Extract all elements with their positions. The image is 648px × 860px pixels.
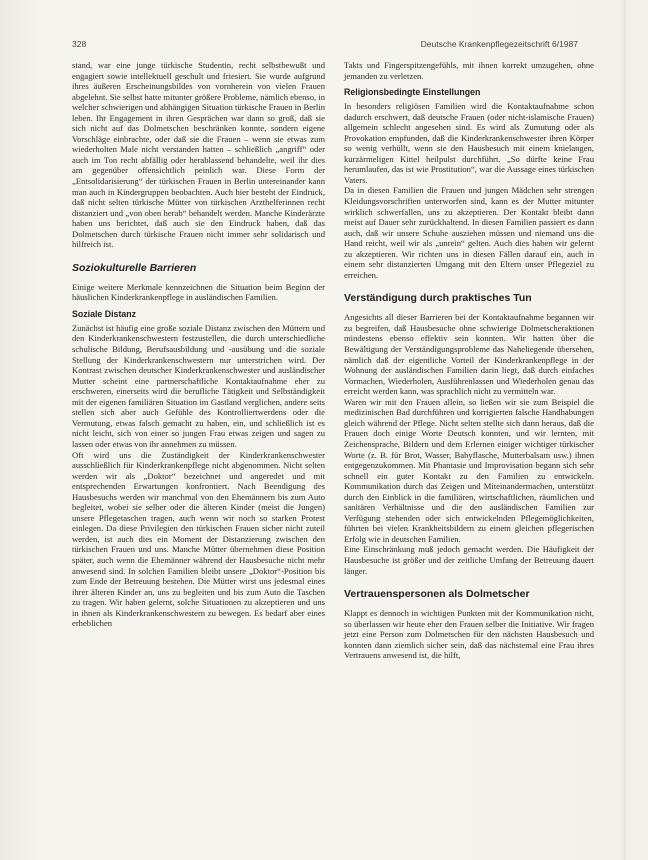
page-header [72, 39, 578, 53]
paragraph: Zunächst ist häufig eine große soziale Distanz zwischen den Müttern und den Kinderkrankenschwestern festzustellen, die durch unterschiedliche schulische Bildung, Berufsausbildung und -ausübung und die soziale Stellung der Kinderkrankenschwestern nur unterstrichen wird. Der Kontrast zwischen deutscher Kinderkrankenschwester und ausländischer Mutter scheint eine partnerschaftliche Kontaktaufnahme eher zu erschweren, einerseits wird die berufliche Tätigkeit und Selbständigkeit mit der eigenen familiären Situation im Gastland verglichen, andere seits stellen sich aber auch Gefühle des Kontrolliertwerdens oder die Vermutung, etwas falsch gemacht zu haben, ein, und schließlich ist es nicht leicht, sich von einer so jungen Frau etwas zeigen und sagen zu lassen oder etwas von ihr annehmen zu müssen. [72, 322, 325, 449]
paragraph: Waren wir mit den Frauen allein, so ließen wir sie zum Beispiel die medizinischen Bad durchführen und korrigierten falsche Handhabungen gleich während der Pflege. Nicht selten stellte sich dann heraus, daß die Frauen doch einige Worte Deutsch konnten, und wir lernten, mit Zeichensprache, Bildern und dem Erlernen einiger wichtiger türkischer Worte (z. B. für Brot, Wasser, Babyflasche, Mutterbalsam usw.) ihnen entgegenzukommen. Mit Phantasie und Improvisation begann sich sehr schnell ein guter Kontakt zu den Familien zu entwickeln. Kommunikation durch das Zeigen und Miteinandermachen, unterstützt durch den Einblick in die familiären, wirtschaftlichen, räumlichen und sanitären Verhältnisse und die den ausländischen Familien zur Verfügung stehenden oder sich entwickelnden Pflegemöglichkeiten, führten bei vielen Krankheitsbildern zu einem gleichen pflegerischen Erfolg wie in deutschen Familien. [344, 396, 594, 544]
paragraph: Oft wird uns die Zuständigkeit der Kinderkrankenschwester ausschließlich für Kinderkrankenpflege nicht abgenommen. Nicht selten werden wir als „Doktor“ bezeichnet und angeredet und mit entsprechenden Erwartungen konfrontiert. Nach Beendigung des Hausbesuchs werden wir manchmal von den Ehemännern bis zum Auto begleitet, wobei sie selber oder die älteren Kinder (meist die Jungen) unsere Pflegetaschen tragen, auch wenn wir noch so starken Protest einlegen. Da diese Privilegien den türkischen Frauen sicher nicht zuteil werden, ist auch dies ein Moment der Distanzierung zwischen den türkischen Frauen und uns. Manche Mütter übernehmen diese Position später, auch wenn die Ehemänner während der Hausbesuche nicht mehr anwesend sind. In solchen Familien bleibt unsere „Doktor“-Position bis zum Ende der Betreuung bestehen. Die Mütter wirst uns jedesmal eines ihrer älteren Kinder an, uns zu begleiten und bis zum Auto die Taschen zu tragen. Wir haben gelernt, solche Situationen zu akzeptieren und uns in ihnen als Kinderkrankenschwestern zu bewegen. Es bedarf aber eines erheblichen [72, 449, 325, 629]
paragraph: Da in diesen Familien die Frauen und jungen Mädchen sehr strengen Kleidungsvorschriften unterworfen sind, kann es der Mutter mitunter wirklich schwerfallen, uns zu akzeptieren. Der Kontakt bleibt dann meist auf Dauer sehr zurückhaltend. In diesen Familien passiert es dann auch, daß wir unsere Schuhe ausziehen müssen und niemand uns die Hand reicht, weil wir als „unrein“ gelten. Auch dies haben wir gelernt zu akzeptieren. Wir richten uns in diesen Fällen darauf ein, auch in einem sehr distanzierten Umgang mit den Eltern unser Pflegeziel zu erreichen. [344, 185, 594, 280]
paragraph: Klappt es dennoch in wichtigen Punkten mit der Kommunikation nicht, so überlassen wir heute eher den Frauen selber die Initiative. Wir fragen jetzt eine Person zum Dolmetschen für den nächsten Hausbesuch und konnten dann ziemlich sicher sein, daß das nächstemal eine Frau ihres Vertrauens anwesend ist, die hilft, [344, 608, 594, 661]
paragraph: Angesichts all dieser Barrieren bei der Kontaktaufnahme begannen wir zu begreifen, daß Hausbesuche ohne schwierige Dolmetscheraktionen mindestens ebenso effektiv sein konnten. Wir hatten über die Bewältigung der Verständigungsprobleme das Naheliegende übersehen, nämlich daß der eigentliche Vorteil der Kinderkrankenpflege in der Wohnung der ausländischen Familien darin liegt, daß durch einfaches Vormachen, Wiederholen, Ausführenlassen und Wiederholen genau das erreicht werden kann, was sprachlich nicht zu vermitteln war. [344, 312, 594, 397]
journal-title: Deutsche Krankenpflegezeitschrift 6/1987 [420, 39, 578, 49]
page-edge-shadow [620, 0, 626, 860]
paragraph: stand, war eine junge türkische Studentin, recht selbstbewußt und engagiert sowie intellektuell geschult und friesiert. Sie wurde aufgrund ihres äußeren Erscheinungsbildes von vornherein von vielen Frauen abgelehnt. Sie selbst hatte mitunter größere Probleme, nämlich ebenso, in welcher schwierigen und abhängigen Situation türkische Frauen in Berlin leben. Ihr Engagement in ihren Gesprächen war dann so groß, daß sie sich nicht auf das Dolmetschen beschränken konnte, sondern eigene Vorschläge einbrachte, oder daß sie die Frauen – wenn sie etwas zum wiederholten Male nicht verstanden hatten – schließlich „angriff“ oder auch im Ton recht abfällig oder herablassend behandelte, weil ihr dies am gegenüber offensichtlich peinlich war. Diese Form der „Entsolidarisierung“ der türkischen Frauen in Berlin untereinander kann man auch in Kindergruppen beobachten. Auch hier besteht der Eindruck, daß nicht selten türkische Mütter von türkischen Arzthelferinnen recht distanziert und „von oben herab“ behandelt werden. Manche Kinderärzte haben uns berichtet, daß auch sie den Eindruck haben, daß das Dolmetschen durch türkische Frauen nicht immer sehr solidarisch und hilfreich ist. [72, 60, 325, 250]
right-column [344, 60, 594, 661]
paragraph: Eine Einschränkung muß jedoch gemacht werden. Die Häufigkeit der Hausbesuche ist größer und der zeitliche Umfang der Betreuung dauert länger. [344, 544, 594, 576]
subheading-soziale-distanz: Soziale Distanz [72, 308, 137, 319]
page-number: 328 [72, 39, 87, 49]
paragraph: In besonders religiösen Familien wird die Kontaktaufnahme schon dadurch erschwert, daß deutsche Frauen (oder nicht-islamische Frauen) allgemein schlecht angesehen sind. Es wird als Zumutung oder als Provokation empfunden, daß die Kinderkrankenschwester ihren Körper so wenig verhüllt, wenn sie den Hausbesuch mit einem knielangen, kurzärmeligen Kittel heilpulst durchführt. „So dürfte keine Frau herumlaufen, das ist wie Prostitution“, war die Aussage eines türkischen Vaters. [344, 101, 594, 185]
paragraph: Einige weitere Merkmale kennzeichnen die Situation beim Beginn der häuslichen Kinderkrankenpflege in ausländischen Familien. [72, 281, 325, 303]
section-heading-soziokulturelle-barrieren: Soziokulturelle Barrieren [72, 261, 197, 274]
paragraph: Takts und Fingerspitzengefühls, mit ihnen korrekt umzugehen, ohne jemanden zu verletzen. [344, 60, 594, 81]
left-column [72, 60, 325, 629]
section-heading-verstaendigung: Verständigung durch praktisches Tun [344, 292, 532, 305]
section-heading-vertrauenspersonen: Vertrauenspersonen als Dolmetscher [344, 588, 530, 601]
subheading-religionsbedingte-einstellungen: Religionsbedingte Einstellungen [344, 87, 481, 98]
